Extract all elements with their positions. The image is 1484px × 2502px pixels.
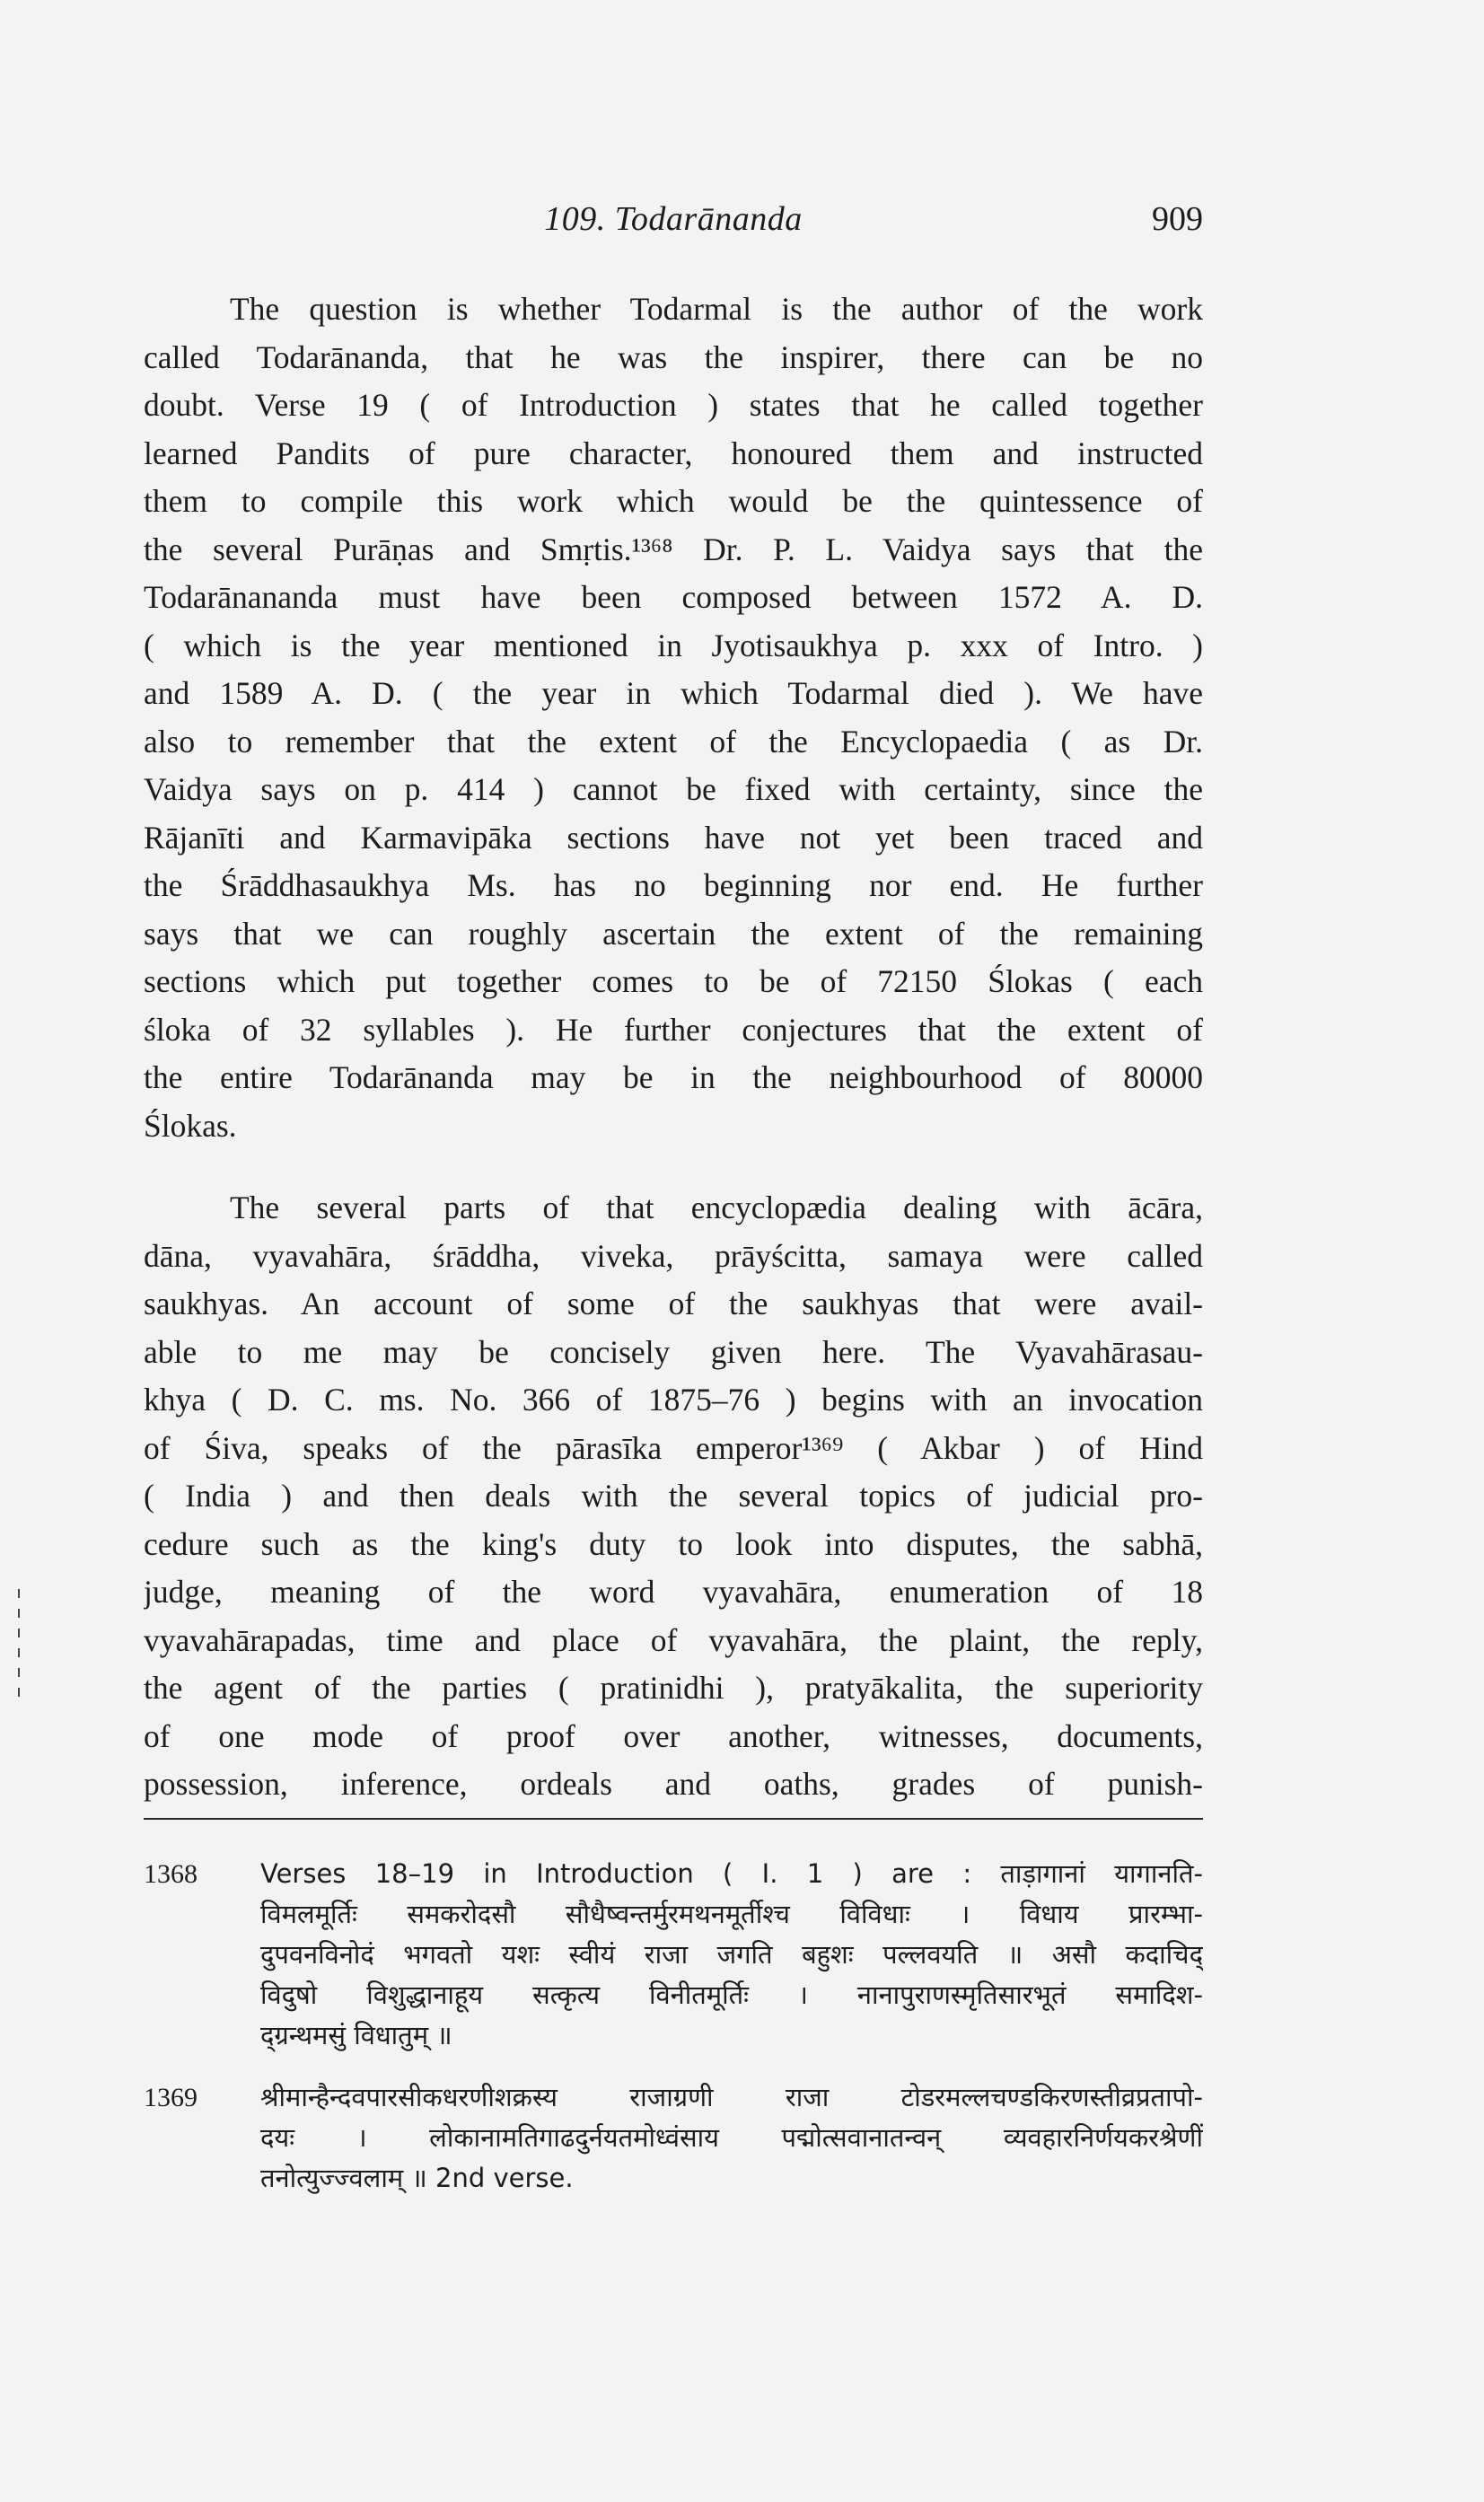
text-line: saukhyas. An account of some of the saukhyas that were avail- xyxy=(144,1286,1203,1321)
text-line: dāna, vyavahāra, śrāddha, viveka, prāyścitta, samaya were called xyxy=(144,1237,1203,1274)
page-header xyxy=(144,199,1203,253)
running-title: 109. Todarānanda xyxy=(544,200,803,238)
text-line: The question is whether Todarmal is the author of the work xyxy=(230,291,1203,327)
footnote-text xyxy=(260,1854,1203,2056)
text-line: of Śiva, speaks of the pārasīka emperor¹³⁶⁹ ( Akbar ) of Hind xyxy=(144,1429,1203,1466)
text-line: and 1589 A. D. ( the year in which Todarmal died ). We have xyxy=(144,675,1203,711)
text-line: vyavahārapadas, time and place of vyavahāra, the plaint, the reply, xyxy=(144,1621,1203,1658)
footnote-line: तनोत्युज्ज्वलाम् ॥ 2nd verse. xyxy=(260,2163,574,2193)
text-line: called Todarānanda, that he was the inspirer, there can be no xyxy=(144,338,1203,375)
text-line: the Śrāddhasaukhya Ms. has no beginning nor end. He further xyxy=(144,867,1203,903)
text-line: śloka of 32 syllables ). He further conjectures that the extent of xyxy=(144,1011,1203,1048)
footnotes xyxy=(144,1854,1203,2220)
footnote-number: 1369 xyxy=(144,2083,198,2112)
footnote-1369 xyxy=(144,2077,1203,2199)
footnote-divider xyxy=(144,1818,1203,1820)
page-number: 909 xyxy=(1152,200,1203,238)
text-line: Ślokas. xyxy=(144,1107,237,1144)
text-line: sections which put together comes to be of 72150 Ślokas ( each xyxy=(144,963,1203,999)
footnote-1368 xyxy=(144,1854,1203,2056)
text-line: khya ( D. C. ms. No. 366 of 1875–76 ) begins with an invocation xyxy=(144,1382,1203,1418)
body-text xyxy=(144,285,1203,1843)
text-line: of one mode of proof over another, witnesses, documents, xyxy=(144,1717,1203,1754)
margin-mark xyxy=(18,1589,20,1701)
footnote-line: विमलमूर्तिः समकरोदसौ सौधैष्वन्तर्मुरमथनमूर्तीश्च विविधाः । विधाय प्रारम्भा- xyxy=(260,1899,1203,1929)
text-line: ( which is the year mentioned in Jyotisaukhya p. xxx of Intro. ) xyxy=(144,627,1203,663)
text-line: ( India ) and then deals with the several topics of judicial pro- xyxy=(144,1478,1203,1514)
text-line: the several Purāṇas and Smṛtis.¹³⁶⁸ Dr. P. L. Vaidya says that the xyxy=(144,531,1203,567)
footnote-line: द्ग्रन्थमसुं विधातुम् ॥ xyxy=(260,2020,452,2050)
footnote-text xyxy=(260,2077,1203,2199)
text-line: the agent of the parties ( pratinidhi ), pratyākalita, the superiority xyxy=(144,1670,1203,1706)
paragraph-1 xyxy=(144,285,1203,1150)
paragraph-2 xyxy=(144,1184,1203,1809)
text-line: Rājanīti and Karmavipāka sections have not yet been traced and xyxy=(144,819,1203,856)
footnote-line: विदुषो विशुद्धानाहूय सत्कृत्य विनीतमूर्तिः । नानापुराणस्मृतिसारभूतं समादिश- xyxy=(260,1980,1203,2010)
text-line: also to remember that the extent of the Encyclopaedia ( as Dr. xyxy=(144,723,1203,759)
footnote-line: दुपवनविनोदं भगवतो यशः स्वीयं राजा जगति बहुशः पल्लवयति ॥ असौ कदाचिद् xyxy=(260,1939,1203,1970)
text-line: cedure such as the king's duty to look into disputes, the sabhā, xyxy=(144,1525,1203,1562)
text-line: able to me may be concisely given here. The Vyavahārasau- xyxy=(144,1333,1203,1370)
text-line: Todarānananda must have been composed between 1572 A. D. xyxy=(144,579,1203,615)
text-line: learned Pandits of pure character, honoured them and instructed xyxy=(144,435,1203,471)
footnote-line: Verses 18–19 in Introduction ( I. 1 ) are : ताड़ागानां यागानति- xyxy=(260,1858,1203,1889)
footnote-line: दयः । लोकानामतिगाढदुर्नयतमोध्वंसाय पद्मोत्सवानातन्वन् व्यवहारनिर्णयकरश्रेणीं xyxy=(260,2122,1203,2153)
text-line: the entire Todarānanda may be in the neighbourhood of 80000 xyxy=(144,1059,1203,1095)
text-line: doubt. Verse 19 ( of Introduction ) states that he called together xyxy=(144,387,1203,423)
text-line: The several parts of that encyclopædia dealing with ācāra, xyxy=(230,1190,1203,1225)
text-line: says that we can roughly ascertain the extent of the remaining xyxy=(144,915,1203,952)
footnote-number: 1368 xyxy=(144,1859,198,1889)
text-line: Vaidya says on p. 414 ) cannot be fixed with certainty, since the xyxy=(144,771,1203,807)
footnote-line: श्रीमान्हैन्दवपारसीकधरणीशक्रस्य राजाग्रणी राजा टोडरमल्लचण्डकिरणस्तीव्रप्रतापो- xyxy=(260,2082,1203,2112)
text-line: them to compile this work which would be the quintessence of xyxy=(144,483,1203,519)
text-line: possession, inference, ordeals and oaths, grades of punish- xyxy=(144,1766,1203,1802)
text-line: judge, meaning of the word vyavahāra, enumeration of 18 xyxy=(144,1574,1203,1610)
